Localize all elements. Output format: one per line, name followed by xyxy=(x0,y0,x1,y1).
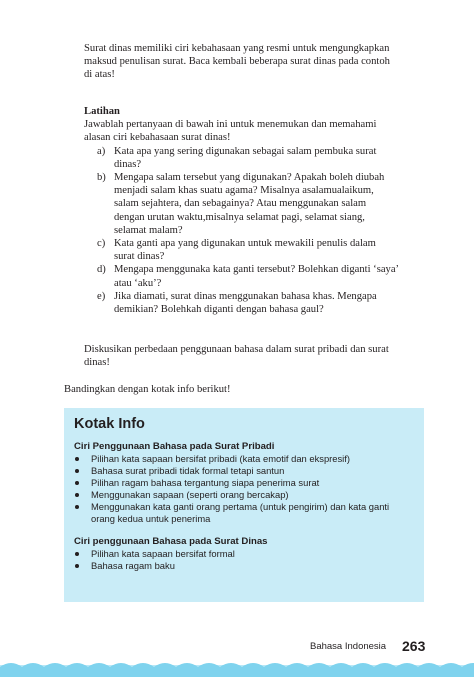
banding-sentence: Bandingkan dengan kotak info berikut! xyxy=(64,384,231,395)
diskusi-paragraph xyxy=(84,343,428,369)
page-number: 263 xyxy=(402,638,426,654)
info-box-title: Kotak Info xyxy=(74,416,145,432)
question-marker: b) xyxy=(97,172,106,184)
question-item xyxy=(84,290,428,316)
question-line: Jika diamati, surat dinas menggunakan bahasa khas. Mengapa xyxy=(114,290,377,302)
info-bullet-item xyxy=(74,548,414,560)
info-bullet-item xyxy=(74,453,414,465)
footer-book-title: Bahasa Indonesia xyxy=(310,641,387,652)
info-bullet-text: Bahasa ragam baku xyxy=(91,559,175,571)
diskusi-line: dinas! xyxy=(84,357,110,369)
intro-line: di atas! xyxy=(84,69,115,81)
intro-line: Surat dinas memiliki ciri kebahasaan yang resmi untuk mengungkapkan xyxy=(84,43,390,54)
question-line: atau ‘aku’? xyxy=(114,277,162,289)
info-bullet-item xyxy=(74,501,414,525)
bullet-dot-icon xyxy=(75,552,79,556)
footer-wave-decoration xyxy=(0,657,474,677)
latihan-instruction-line: alasan ciri kebahasaan surat dinas! xyxy=(84,132,231,144)
question-line: Kata apa yang sering digunakan sebagai salam pembuka surat xyxy=(114,145,377,157)
question-line: menjadi salam khas suatu agama? Misalnya asalamualaikum, xyxy=(114,185,374,197)
info-box xyxy=(64,408,424,602)
question-marker: e) xyxy=(97,290,106,302)
info-bullet-list xyxy=(74,453,414,526)
info-bullet-text: Pilihan kata sapaan bersifat pribadi (kata emotif dan ekspresif) xyxy=(91,453,350,464)
bullet-dot-icon xyxy=(75,493,79,497)
question-marker: a) xyxy=(97,145,106,157)
question-line: Kata ganti apa yang digunakan untuk mewakili penulis dalam xyxy=(114,238,376,250)
info-bullet-list xyxy=(74,548,414,572)
info-bullet-item xyxy=(74,489,414,501)
question-line: Mengapa menggunaka kata ganti tersebut? Bolehkan diganti ‘saya’ xyxy=(114,264,400,276)
info-bullet-text: Menggunakan sapaan (seperti orang bercakap) xyxy=(91,489,289,501)
question-item xyxy=(84,263,428,289)
info-bullet-text: Pilihan ragam bahasa tergantung siapa penerima surat xyxy=(91,477,320,489)
latihan-title: Latihan xyxy=(84,106,120,117)
question-list xyxy=(84,145,428,317)
intro-line: maksud penulisan surat. Baca kembali beberapa surat dinas pada contoh xyxy=(84,56,390,68)
info-bullet-item xyxy=(74,560,414,572)
info-bullet-text: orang kedua untuk penerima xyxy=(91,513,211,525)
info-bullet-text: Pilihan kata sapaan bersifat formal xyxy=(91,547,235,559)
bullet-dot-icon xyxy=(75,481,79,485)
info-bullet-text: Menggunakan kata ganti orang pertama (untuk pengirim) dan kata ganti xyxy=(91,501,390,513)
wave-front xyxy=(0,663,474,677)
bullet-dot-icon xyxy=(75,457,79,461)
question-item xyxy=(84,145,428,171)
question-line: selamat malam? xyxy=(114,224,183,236)
info-section-heading: Ciri penggunaan Bahasa pada Surat Dinas xyxy=(74,535,268,547)
question-line: salam sejahtera, dan sebagainya? Atau menggunakan salam xyxy=(114,198,367,210)
question-marker: d) xyxy=(97,264,106,276)
diskusi-line: Diskusikan perbedaan penggunaan bahasa dalam surat pribadi dan surat xyxy=(84,344,389,355)
info-bullet-item xyxy=(74,477,414,489)
latihan-section xyxy=(84,105,428,316)
question-item xyxy=(84,171,428,237)
latihan-instruction-line: Jawablah pertanyaan di bawah ini untuk menemukan dan memahami xyxy=(84,119,377,131)
question-line: dinas? xyxy=(114,158,142,170)
question-item xyxy=(84,237,428,263)
question-line: demikian? Bolehkah diganti dengan bahasa gaul? xyxy=(114,304,324,316)
info-bullet-item xyxy=(74,465,414,477)
bullet-dot-icon xyxy=(75,505,79,509)
info-section-heading: Ciri Penggunaan Bahasa pada Surat Pribadi xyxy=(74,441,275,452)
bullet-dot-icon xyxy=(75,469,79,473)
bullet-dot-icon xyxy=(75,564,79,568)
question-line: surat dinas? xyxy=(114,251,165,263)
question-line: Mengapa salam tersebut yang digunakan? Apakah boleh diubah xyxy=(114,172,385,184)
info-bullet-text: Bahasa surat pribadi tidak formal tetapi santun xyxy=(91,465,285,477)
intro-paragraph xyxy=(84,42,428,82)
question-marker: c) xyxy=(97,238,106,250)
question-line: dengan urutan waktu,misalnya selamat pagi, selamat siang, xyxy=(114,211,365,223)
